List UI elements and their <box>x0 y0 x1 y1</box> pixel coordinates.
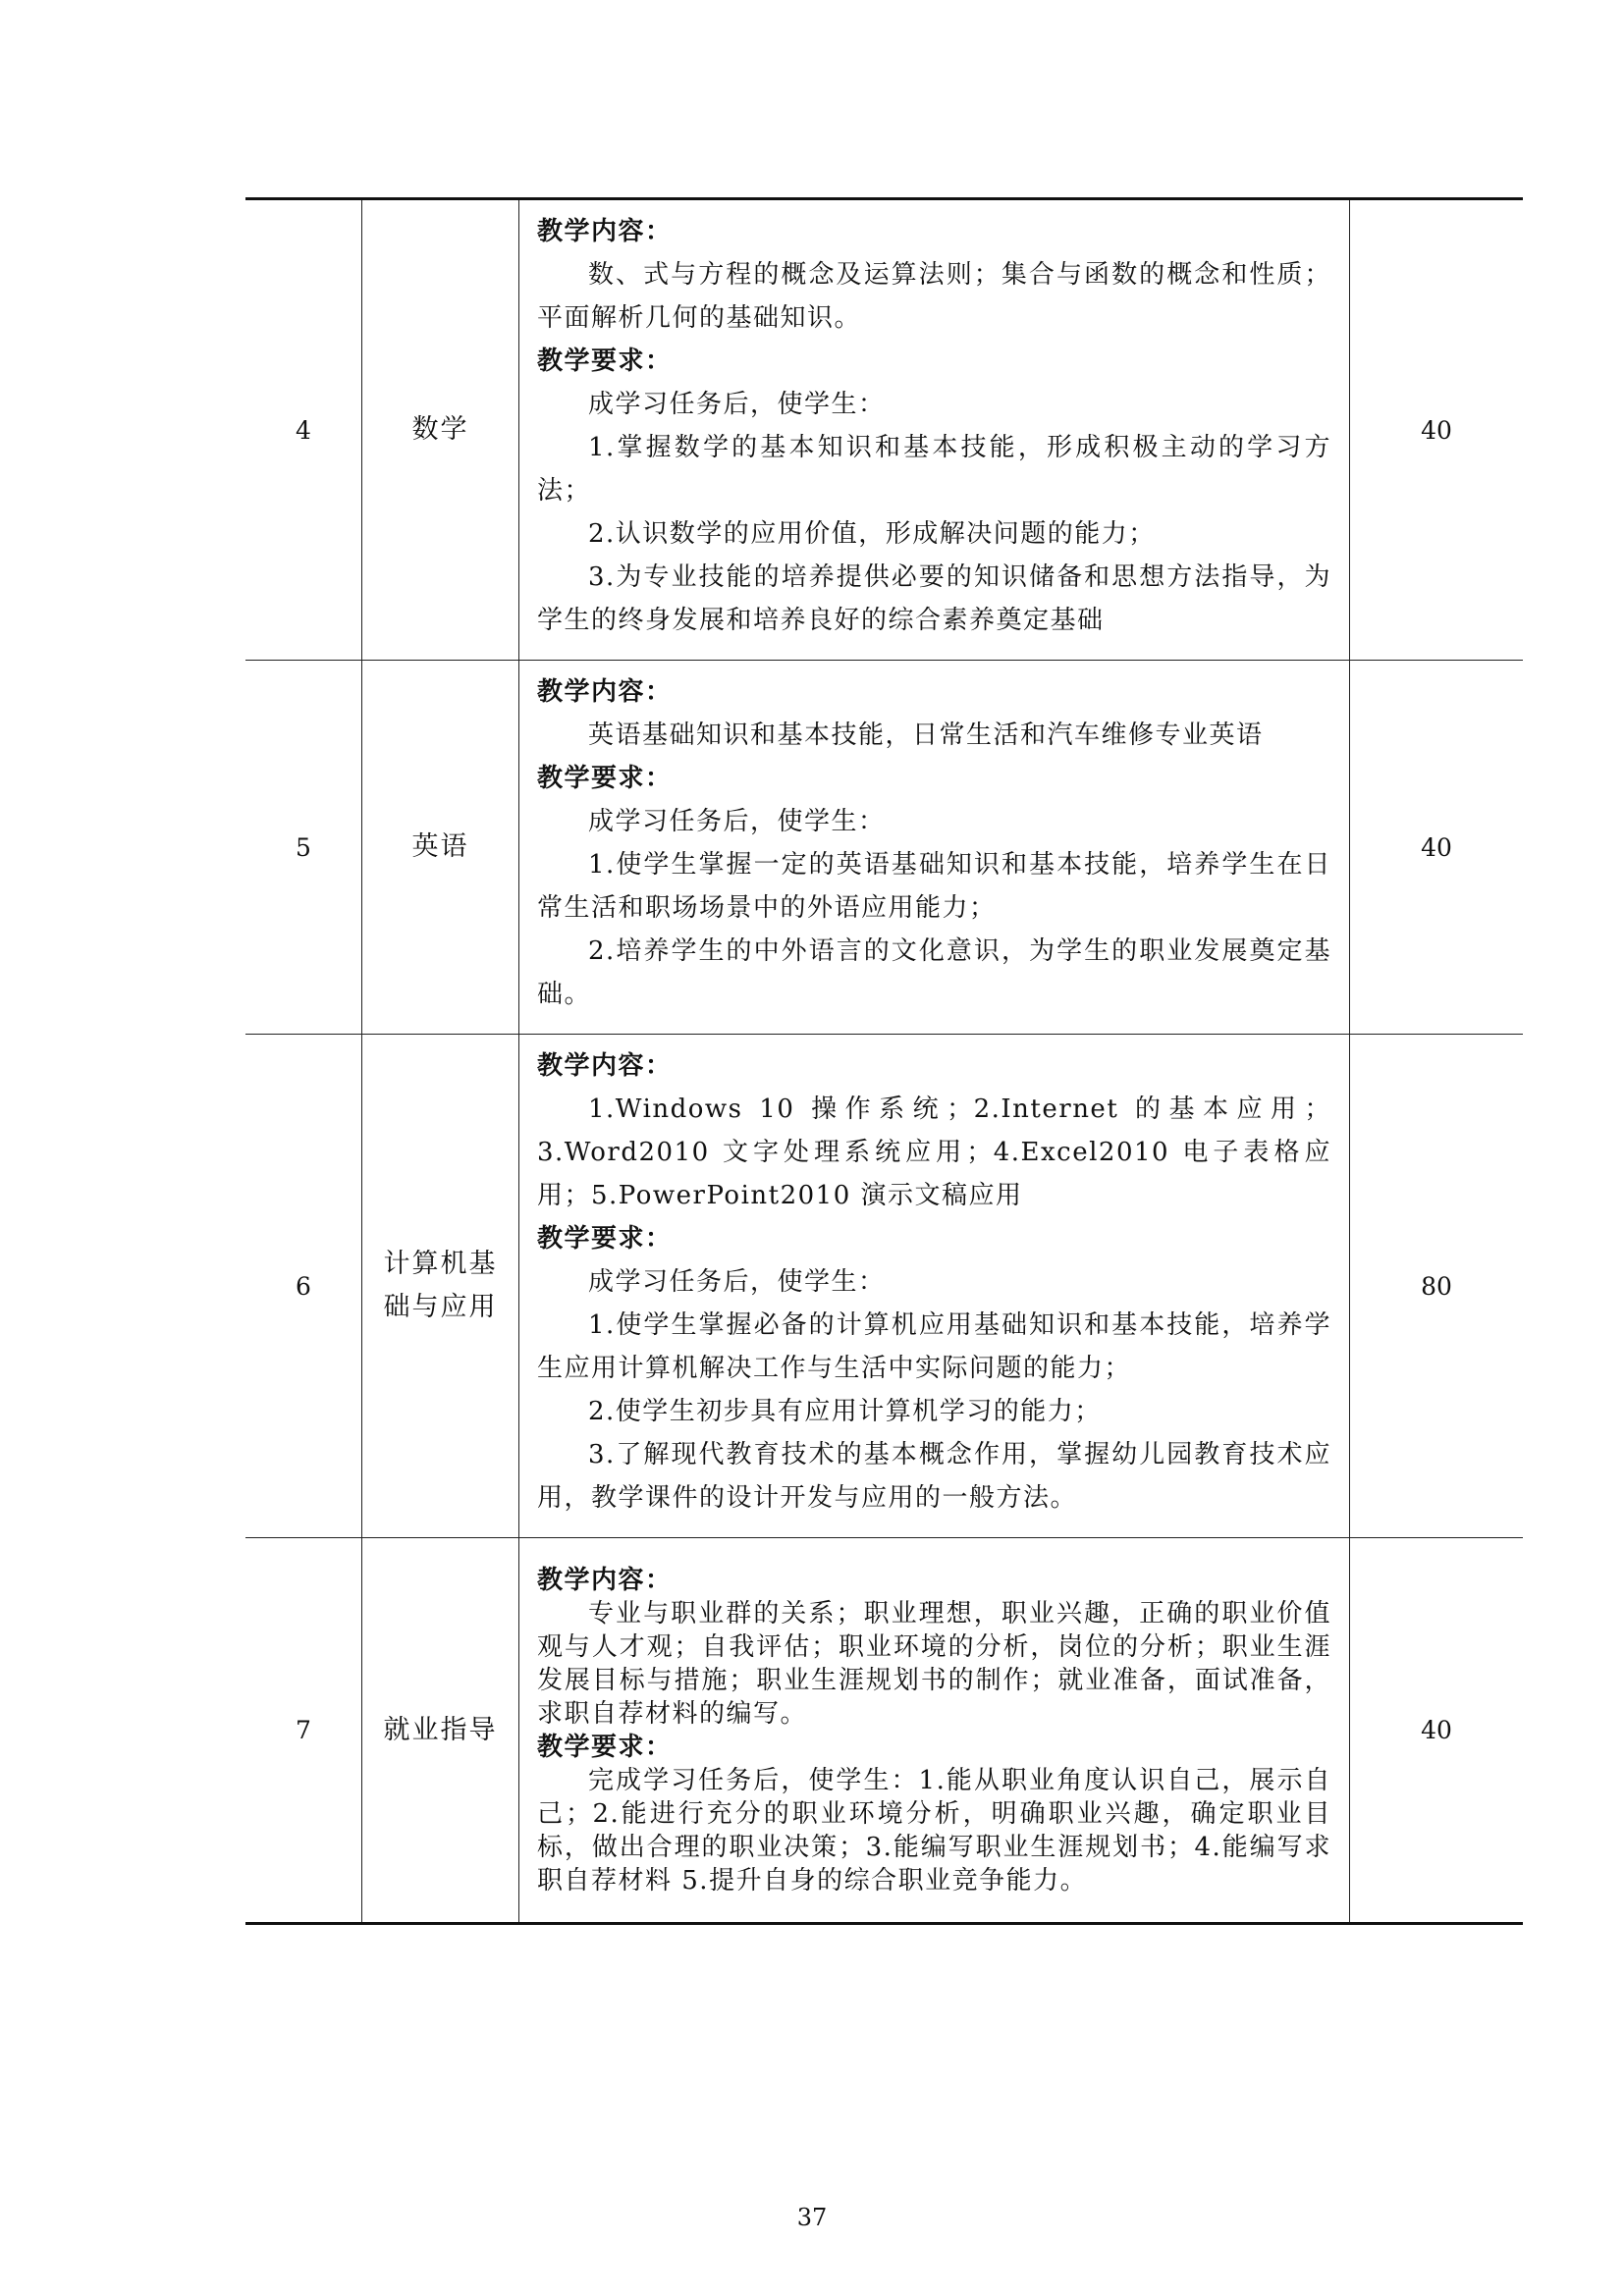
requirements-label: 教学要求： <box>537 1732 673 1762</box>
requirement-item: 3.了解现代教育技术的基本概念作用，掌握幼儿园教育技术应用，教学课件的设计开发与应用的一般方法。 <box>537 1440 1331 1513</box>
requirement-item: 成学习任务后，使学生： <box>588 390 886 419</box>
course-name: 英语 <box>362 661 519 1035</box>
table-row <box>245 661 1523 1035</box>
course-description <box>519 1035 1350 1538</box>
requirement-item: 1.掌握数学的基本知识和基本技能，形成积极主动的学习方法； <box>537 433 1331 506</box>
requirement-item: 3.为专业技能的培养提供必要的知识储备和思想方法指导，为学生的终身发展和培养良好的综合素养奠定基础 <box>537 562 1331 635</box>
page-number: 37 <box>796 2204 828 2231</box>
requirements-label: 教学要求： <box>537 1224 673 1254</box>
course-number: 7 <box>245 1538 362 1924</box>
curriculum-table <box>245 197 1523 1925</box>
requirement-item: 2.使学生初步具有应用计算机学习的能力； <box>588 1397 1102 1426</box>
course-hours: 40 <box>1350 661 1524 1035</box>
course-name: 数学 <box>362 199 519 661</box>
content-text: 1.Windows 10 操作系统；2.Internet 的基本应用；3.Word2010 文字处理系统应用；4.Excel2010 电子表格应用；5.PowerPoint2010 演示文稿应用 <box>537 1095 1331 1210</box>
course-name-line: 础与应用 <box>383 1292 498 1322</box>
content-label: 教学内容： <box>537 677 673 707</box>
course-hours: 80 <box>1350 1035 1524 1538</box>
requirements-label: 教学要求： <box>537 764 673 793</box>
requirement-item: 2.认识数学的应用价值，形成解决问题的能力； <box>588 519 1156 549</box>
course-name-line: 计算机基 <box>383 1249 498 1279</box>
table-row <box>245 1035 1523 1538</box>
requirement-item: 1.使学生掌握一定的英语基础知识和基本技能，培养学生在日常生活和职场场景中的外语应用能力； <box>537 850 1331 923</box>
course-name <box>362 1035 519 1538</box>
requirement-item: 成学习任务后，使学生： <box>588 1267 886 1297</box>
table-row <box>245 1538 1523 1924</box>
requirement-item: 2.培养学生的中外语言的文化意识，为学生的职业发展奠定基础。 <box>537 936 1331 1009</box>
content-text: 数、式与方程的概念及运算法则；集合与函数的概念和性质；平面解析几何的基础知识。 <box>537 260 1331 333</box>
course-hours: 40 <box>1350 199 1524 661</box>
course-number: 5 <box>245 661 362 1035</box>
requirements-label: 教学要求： <box>537 347 673 376</box>
course-number: 4 <box>245 199 362 661</box>
requirement-item: 完成学习任务后，使学生：1.能从职业角度认识自己，展示自己；2.能进行充分的职业环境分析，明确职业兴趣，确定职业目标，做出合理的职业决策；3.能编写职业生涯规划书；4.能编写求职自荐材料 5.提升自身的综合职业竞争能力。 <box>537 1765 1331 1896</box>
course-description <box>519 1538 1350 1924</box>
requirement-item: 成学习任务后，使学生： <box>588 807 886 836</box>
content-label: 教学内容： <box>537 1051 673 1081</box>
course-hours: 40 <box>1350 1538 1524 1924</box>
content-label: 教学内容： <box>537 1565 673 1595</box>
content-text: 专业与职业群的关系；职业理想，职业兴趣，正确的职业价值观与人才观；自我评估；职业环境的分析，岗位的分析；职业生涯发展目标与措施；职业生涯规划书的制作；就业准备，面试准备，求职自荐材料的编写。 <box>537 1598 1331 1729</box>
course-name: 就业指导 <box>362 1538 519 1924</box>
requirement-item: 1.使学生掌握必备的计算机应用基础知识和基本技能，培养学生应用计算机解决工作与生活中实际问题的能力； <box>537 1310 1331 1383</box>
content-text: 英语基础知识和基本技能，日常生活和汽车维修专业英语 <box>588 721 1264 750</box>
course-description <box>519 199 1350 661</box>
content-label: 教学内容： <box>537 217 673 246</box>
course-description <box>519 661 1350 1035</box>
course-number: 6 <box>245 1035 362 1538</box>
table-row <box>245 199 1523 661</box>
